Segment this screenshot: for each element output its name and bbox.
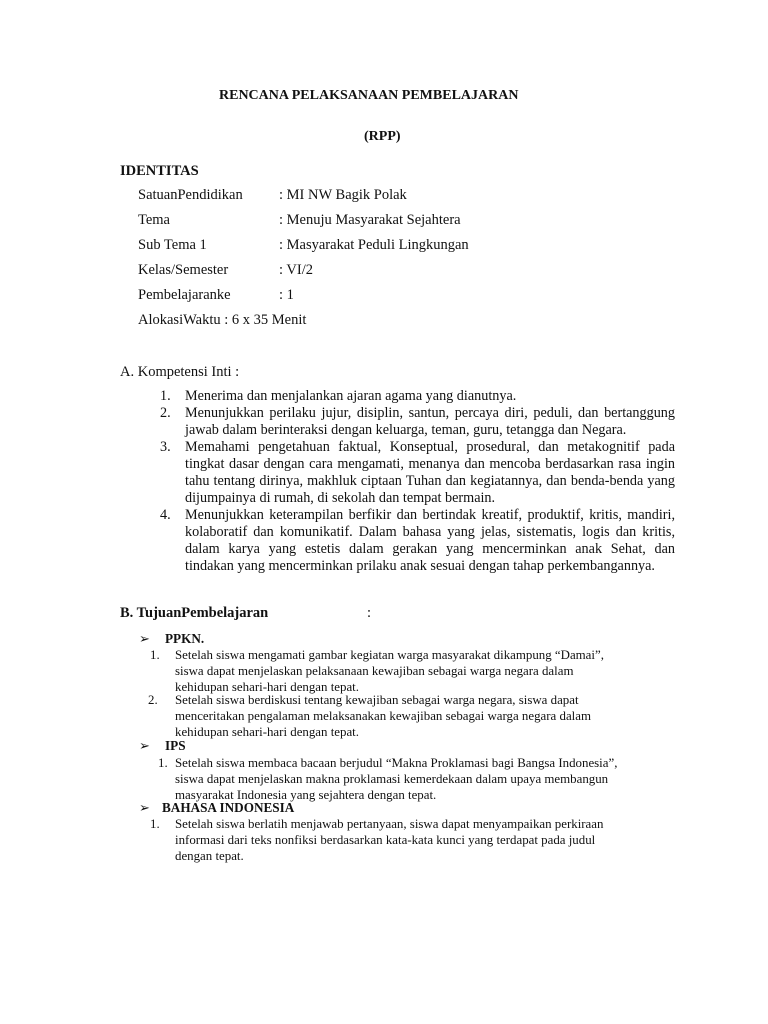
list-number: 1. bbox=[150, 817, 160, 831]
list-item bbox=[160, 388, 675, 405]
list-text: Menunjukkan perilaku jujur, disiplin, santun, percaya diri, peduli, dan bertanggung jawab dalam berinteraksi dengan keluarga, teman, guru, tetangga dan Negara. bbox=[185, 405, 675, 438]
identitas-label: Tema bbox=[138, 212, 170, 228]
section-heading: IPS bbox=[165, 738, 186, 753]
list-number: 4. bbox=[160, 507, 171, 523]
arrow-bullet-icon: ➢ bbox=[139, 800, 150, 815]
document-subtitle: (RPP) bbox=[364, 129, 401, 144]
list-text-line: siswa dapat menjelaskan makna proklamasi kemerdekaan dalam upaya membangun bbox=[175, 772, 609, 786]
list-item bbox=[160, 507, 675, 575]
identitas-label: SatuanPendidikan bbox=[138, 187, 243, 203]
list-item bbox=[160, 405, 675, 439]
list-number: 1. bbox=[158, 756, 168, 770]
list-text-line: Setelah siswa membaca bacaan berjudul “Makna Proklamasi bagi Bangsa Indonesia”, bbox=[175, 756, 618, 770]
identitas-label: Kelas/Semester bbox=[138, 262, 229, 278]
kompetensi-inti-list bbox=[160, 388, 675, 575]
list-text-line: Setelah siswa berlatih menjawab pertanyaan, siswa dapat menyampaikan perkiraan bbox=[175, 817, 604, 831]
section-heading: PPKN. bbox=[165, 631, 205, 646]
list-text-line: kehidupan sehari-hari dengan tepat. bbox=[175, 680, 359, 694]
identitas-value: : Masyarakat Peduli Lingkungan bbox=[279, 237, 469, 253]
identitas-heading: IDENTITAS bbox=[120, 163, 199, 179]
list-text: Menunjukkan keterampilan berfikir dan bertindak kreatif, produktif, kritis, mandiri, kolaboratif dan komunikatif. Dalam bahasa yang jelas, sistematis, logis dan kritis, dalam karya yang estetis dalam gerakan yang mencerminkan anak Sehat, dan tindakan yang mencerminkan prilaku anak sesuai dengan tahap perkembangannya. bbox=[185, 507, 675, 574]
identitas-value: : 1 bbox=[279, 287, 294, 303]
tujuan-colon: : bbox=[367, 605, 372, 621]
identitas-value: : MI NW Bagik Polak bbox=[279, 187, 407, 203]
list-number: 2. bbox=[148, 693, 158, 707]
list-text-line: Setelah siswa berdiskusi tentang kewajiban sebagai warga negara, siswa dapat bbox=[175, 693, 579, 707]
list-number: 2. bbox=[160, 405, 171, 421]
list-number: 1. bbox=[150, 648, 160, 662]
tujuan-heading: B. TujuanPembelajaran bbox=[120, 605, 269, 621]
identitas-label: Pembelajaranke bbox=[138, 287, 231, 303]
list-text-line: dengan tepat. bbox=[175, 849, 244, 863]
document-title: RENCANA PELAKSANAAN PEMBELAJARAN bbox=[219, 88, 519, 103]
identitas-value: : VI/2 bbox=[279, 262, 313, 278]
list-item bbox=[160, 439, 675, 507]
arrow-bullet-icon: ➢ bbox=[139, 738, 150, 753]
kompetensi-inti-heading: A. Kompetensi Inti : bbox=[120, 364, 240, 380]
list-number: 3. bbox=[160, 439, 171, 455]
arrow-bullet-icon: ➢ bbox=[139, 631, 150, 646]
list-text-line: siswa dapat menjelaskan pelaksanaan kewajiban sebagai warga negara dalam bbox=[175, 664, 574, 678]
list-text: Memahami pengetahuan faktual, Konseptual, prosedural, dan metakognitif pada tingkat dasar dengan cara mengamati, menanya dan mencoba berdasarkan rasa ingin tahu tentang dirinya, makhluk ciptaan Tuhan dan kegiatannya, dan benda-benda yang dijumpainya di rumah, di sekolah dan tempat bermain. bbox=[185, 439, 675, 506]
list-text-line: Setelah siswa mengamati gambar kegiatan warga masyarakat dikampung “Damai”, bbox=[175, 648, 604, 662]
list-text-line: masyarakat Indonesia yang sejahtera dengan tepat. bbox=[175, 788, 437, 802]
list-text-line: informasi dari teks nonfiksi berdasarkan kata-kata kunci yang terdapat pada judul bbox=[175, 833, 596, 847]
list-text-line: kehidupan sehari-hari dengan tepat. bbox=[175, 725, 359, 739]
identitas-value: : Menuju Masyarakat Sejahtera bbox=[279, 212, 461, 228]
identitas-label: Sub Tema 1 bbox=[138, 237, 207, 253]
list-number: 1. bbox=[160, 388, 171, 404]
alokasi-waktu: AlokasiWaktu : 6 x 35 Menit bbox=[138, 312, 307, 328]
section-heading: BAHASA INDONESIA bbox=[162, 800, 295, 815]
list-text: Menerima dan menjalankan ajaran agama yang dianutnya. bbox=[185, 388, 517, 404]
list-text-line: menceritakan pengalaman melaksanakan kewajiban sebagai warga negara dalam bbox=[175, 709, 591, 723]
